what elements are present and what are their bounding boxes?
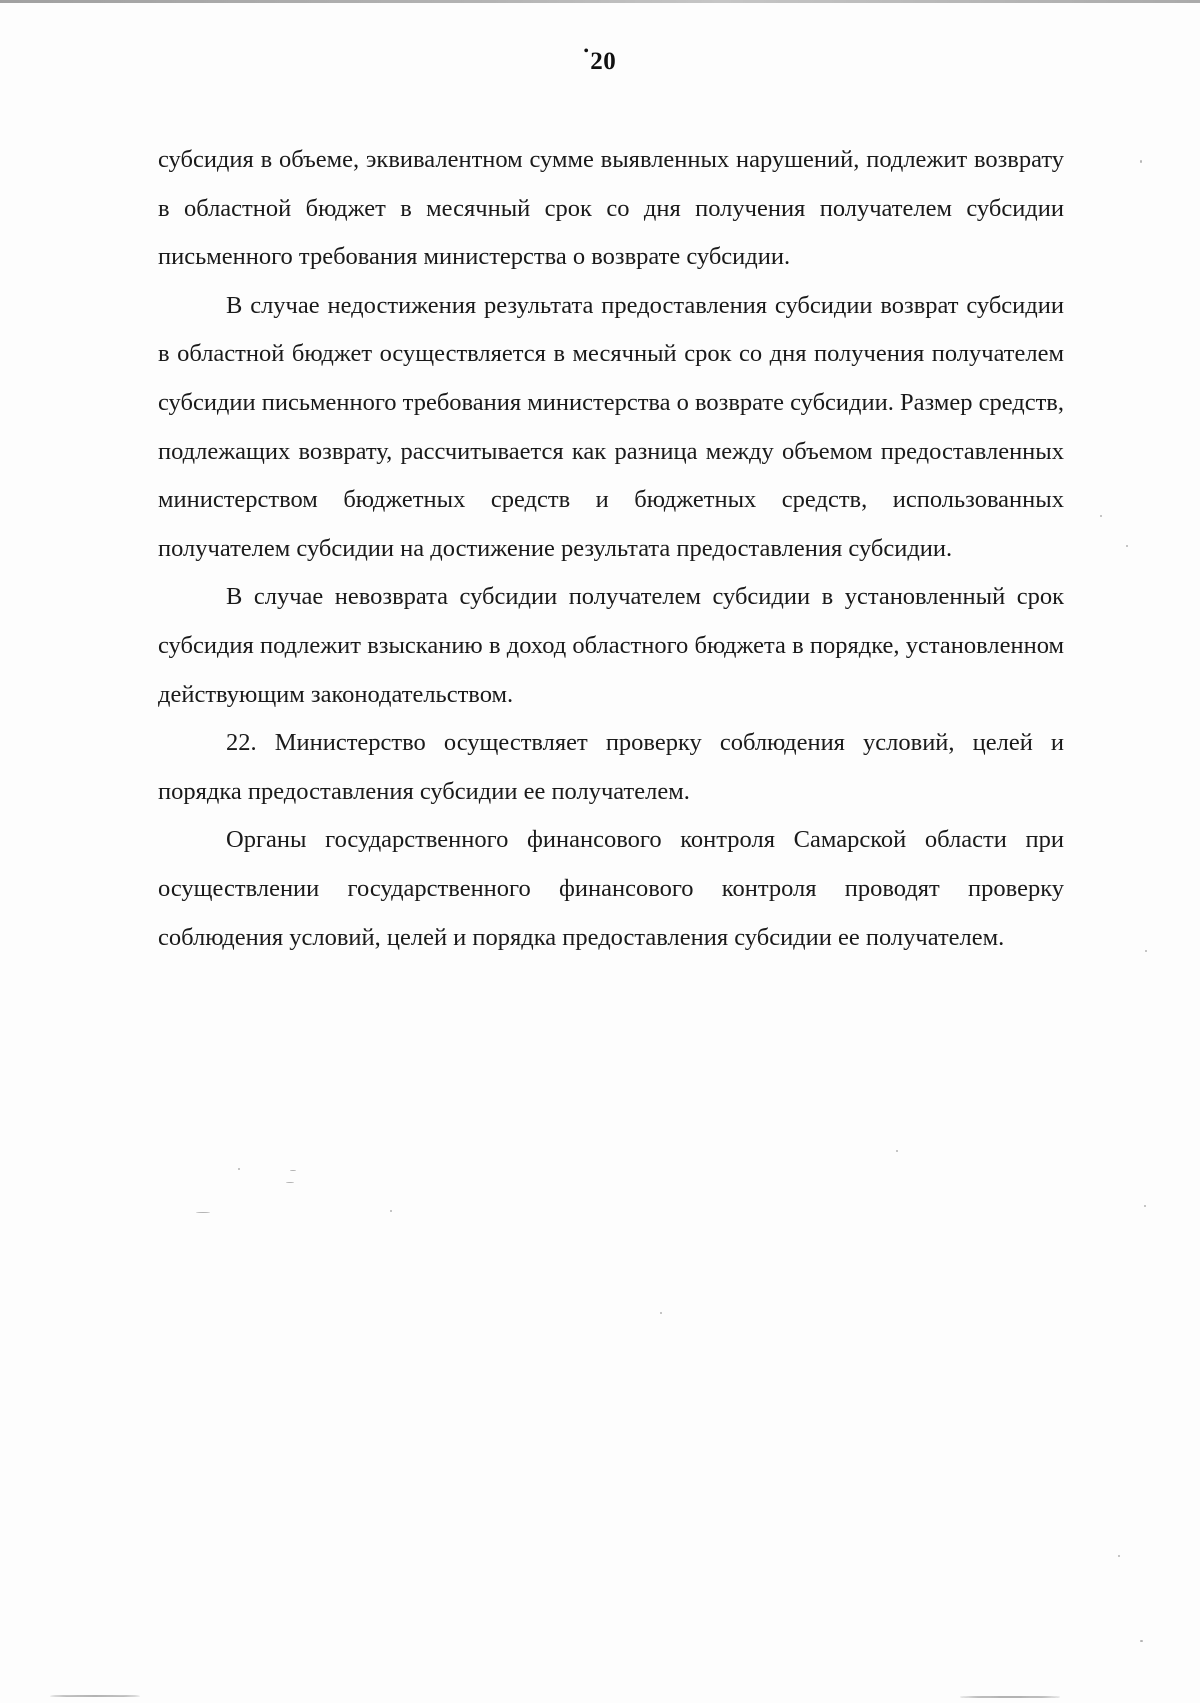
- scan-speck: [1140, 160, 1142, 163]
- scan-speck: [390, 1210, 392, 1212]
- page-number-value: 20: [590, 48, 617, 75]
- scan-speck: [290, 1170, 296, 1171]
- scan-speck: [960, 1696, 1060, 1698]
- paragraph-3: В случае невозврата субсидии получателем субсидии в установленный срок субсидия подлежит взысканию в доход областного бюджета в порядке, установленном действующим законодательством.: [158, 583, 1064, 708]
- paragraph-1: субсидия в объеме, эквивалентном сумме выявленных нарушений, подлежит возврату в областной бюджет в месячный срок со дня получения получателем субсидии письменного требования министерства о возврате субсидии.: [158, 146, 1064, 271]
- scan-speck: [50, 1695, 140, 1697]
- scan-speck: [1140, 1640, 1143, 1642]
- scan-speck: [896, 1150, 898, 1152]
- paragraph-2: В случае недостижения результата предоставления субсидии возврат субсидии в областной бюджет осуществляется в месячный срок со дня получения получателем субсидии письменного требования министерства о возврате субсидии. Размер средств, подлежащих возврату, рассчитывается как разница между объемом предоставленных министерством бюджетных средств и бюджетных средств, использованных получателем субсидии на достижение результата предоставления субсидии.: [158, 291, 1064, 562]
- body-text: [158, 136, 1064, 962]
- scan-speck: [286, 1182, 294, 1183]
- scan-speck: [196, 1212, 210, 1213]
- scan-top-edge: [0, 0, 1200, 3]
- scan-speck: [1126, 545, 1128, 547]
- page-number: [0, 44, 1200, 76]
- scan-speck: [1145, 950, 1147, 952]
- scan-speck: [660, 1312, 662, 1314]
- paragraph-5: Органы государственного финансового контроля Самарской области при осуществлении государственного финансового контроля проводят проверку соблюдения условий, целей и порядка предоставления субсидии ее получателем.: [158, 826, 1064, 951]
- scan-dot-mark: •: [583, 44, 590, 59]
- scan-speck: [1144, 1205, 1146, 1207]
- scan-speck: [1118, 1555, 1120, 1557]
- scan-speck: [238, 1168, 240, 1170]
- scan-speck: [1100, 515, 1102, 517]
- paragraph-4: 22. Министерство осуществляет проверку соблюдения условий, целей и порядка предоставления субсидии ее получателем.: [158, 729, 1064, 805]
